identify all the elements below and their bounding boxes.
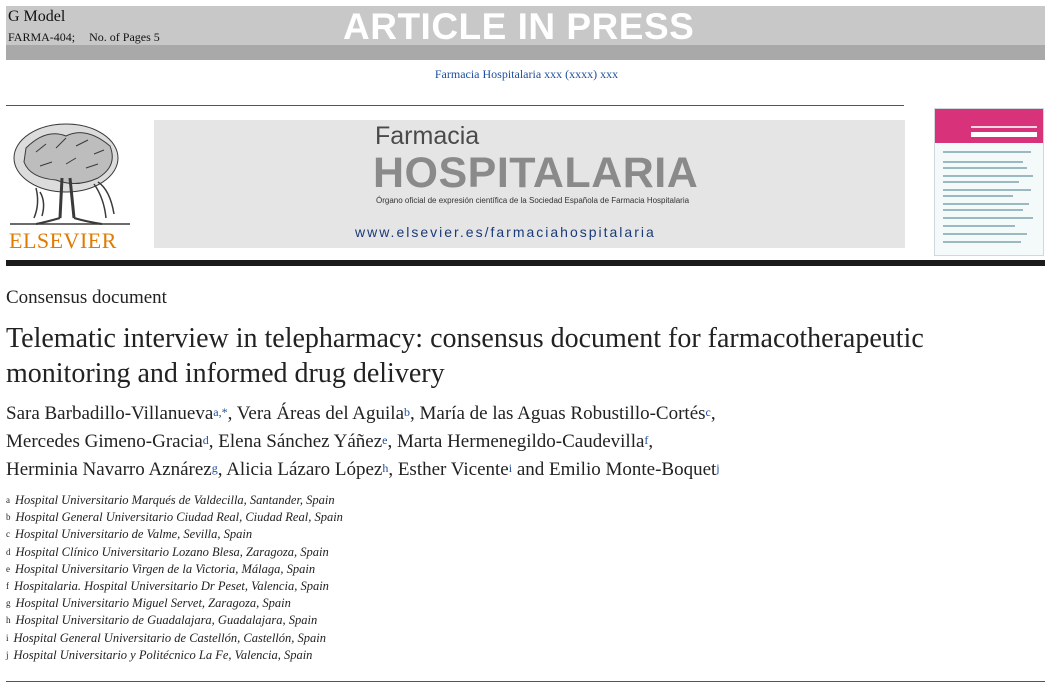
affiliation-item bbox=[6, 509, 706, 526]
affiliation-key: d bbox=[6, 546, 11, 557]
author-affiliation-marker[interactable]: f bbox=[644, 433, 649, 447]
journal-url-link[interactable]: www.elsevier.es/farmaciahospitalaria bbox=[355, 224, 656, 240]
author-affiliation-marker[interactable]: j bbox=[716, 461, 720, 475]
affiliation-text: Hospital Universitario Miguel Servet, Zaragoza, Spain bbox=[15, 596, 291, 611]
affiliation-text: Hospital General Universitario de Castellón, Castellón, Spain bbox=[13, 630, 327, 645]
article-code: FARMA-404; bbox=[8, 30, 76, 44]
author-separator: , bbox=[227, 403, 237, 424]
author-name[interactable]: Herminia Navarro Aznárez bbox=[6, 459, 212, 480]
cover-text-line bbox=[943, 203, 1029, 205]
author-affiliation-marker[interactable]: b bbox=[404, 405, 411, 419]
author-separator: and bbox=[512, 459, 549, 480]
affiliation-text: Hospital General Universitario Ciudad Real, Ciudad Real, Spain bbox=[15, 510, 343, 525]
author-name[interactable]: Marta Hermenegildo-Caudevilla bbox=[396, 431, 645, 452]
affiliation-text: Hospital Universitario y Politécnico La Fe, Valencia, Spain bbox=[13, 647, 313, 662]
journal-name-top: Farmacia bbox=[375, 122, 480, 150]
cover-text-line bbox=[943, 181, 1019, 183]
affiliation-key: j bbox=[6, 649, 9, 660]
author-separator: , bbox=[410, 403, 420, 424]
author-affiliation-marker[interactable]: d bbox=[202, 433, 209, 447]
affiliation-item bbox=[6, 612, 706, 629]
author-affiliation-marker[interactable]: c bbox=[705, 405, 711, 419]
cover-text-line bbox=[943, 189, 1031, 191]
author-affiliation-marker[interactable]: h bbox=[382, 461, 389, 475]
author-separator: , bbox=[388, 459, 398, 480]
document-type: Consensus document bbox=[6, 287, 167, 308]
author-affiliation-marker[interactable]: a,* bbox=[213, 405, 228, 419]
cover-text-line bbox=[943, 161, 1023, 163]
affiliation-key: c bbox=[6, 529, 10, 540]
footer-divider bbox=[6, 681, 1045, 682]
affiliation-key: i bbox=[6, 632, 9, 643]
author-separator: , bbox=[208, 431, 219, 452]
header-divider bbox=[6, 105, 904, 106]
cover-text-line bbox=[943, 233, 1027, 235]
affiliation-item bbox=[6, 647, 706, 664]
affiliation-item bbox=[6, 561, 706, 578]
article-in-press-text: ARTICLE IN PRESS bbox=[343, 6, 695, 47]
affiliation-item bbox=[6, 630, 706, 647]
author-name[interactable]: Sara Barbadillo-Villanueva bbox=[6, 403, 214, 424]
journal-masthead bbox=[154, 120, 905, 248]
author-separator: , bbox=[710, 403, 716, 424]
affiliation-text: Hospital Universitario Marqués de Valdecilla, Santander, Spain bbox=[15, 493, 335, 507]
article-title: Telematic interview in telepharmacy: consensus document for farmacotherapeutic monitoring and informed drug delivery bbox=[6, 323, 924, 389]
cover-text-line bbox=[943, 241, 1021, 243]
affiliation-key: f bbox=[6, 581, 9, 592]
cover-text-line bbox=[943, 217, 1033, 219]
affiliation-key: g bbox=[6, 598, 11, 609]
masthead-divider bbox=[6, 260, 1045, 266]
journal-name-main: HOSPITALARIA bbox=[373, 149, 699, 197]
affiliation-item bbox=[6, 526, 706, 543]
journal-cover-thumbnail[interactable] bbox=[934, 108, 1044, 256]
cover-text-line bbox=[943, 151, 1031, 153]
cover-text-line bbox=[943, 175, 1033, 177]
affiliation-key: b bbox=[6, 512, 11, 523]
author-name[interactable]: Esther Vicente bbox=[397, 459, 509, 480]
affiliation-key: a bbox=[6, 495, 10, 505]
article-reference bbox=[8, 30, 174, 45]
affiliation-item bbox=[6, 595, 706, 612]
affiliation-text: Hospital Universitario de Guadalajara, Guadalajara, Spain bbox=[15, 613, 318, 628]
author-name[interactable]: Vera Áreas del Aguila bbox=[236, 403, 405, 424]
author-name[interactable]: Elena Sánchez Yáñez bbox=[218, 431, 383, 452]
journal-citation-link[interactable]: Farmacia Hospitalaria xxx (xxxx) xxx bbox=[434, 67, 619, 81]
affiliation-text: Hospital Universitario Virgen de la Victoria, Málaga, Spain bbox=[15, 561, 316, 576]
author-name[interactable]: Emilio Monte-Boquet bbox=[549, 459, 717, 480]
cover-text-line bbox=[943, 209, 1023, 211]
affiliation-text: Hospital Clínico Universitario Lozano Blesa, Zaragoza, Spain bbox=[15, 544, 329, 559]
author-affiliation-marker[interactable]: i bbox=[508, 461, 513, 475]
cover-text-line bbox=[943, 225, 1015, 227]
affiliation-key: h bbox=[6, 615, 11, 626]
cover-text-line bbox=[943, 167, 1027, 169]
author-name[interactable]: María de las Aguas Robustillo-Cortés bbox=[419, 403, 706, 424]
cover-title bbox=[971, 123, 1037, 144]
g-model-label: G Model bbox=[8, 8, 66, 25]
affiliation-key: e bbox=[6, 563, 10, 574]
page-count: No. of Pages 5 bbox=[89, 30, 160, 44]
affiliation-list bbox=[6, 492, 706, 664]
author-separator: , bbox=[217, 459, 227, 480]
elsevier-wordmark[interactable]: ELSEVIER bbox=[9, 228, 117, 253]
author-name[interactable]: Alicia Lázaro López bbox=[226, 459, 383, 480]
affiliation-item bbox=[6, 544, 706, 561]
author-separator: , bbox=[387, 431, 397, 452]
author-list bbox=[6, 400, 1036, 484]
author-separator: , bbox=[648, 431, 654, 452]
author-affiliation-marker[interactable]: g bbox=[211, 461, 218, 475]
cover-title-logo-icon bbox=[971, 123, 1037, 141]
cover-text-line bbox=[943, 195, 1013, 197]
author-name[interactable]: Mercedes Gimeno-Gracia bbox=[6, 431, 203, 452]
affiliation-item bbox=[6, 492, 706, 509]
affiliation-item bbox=[6, 578, 706, 595]
affiliation-text: Hospitalaria. Hospital Universitario Dr Peset, Valencia, Spain bbox=[14, 579, 329, 594]
affiliation-text: Hospital Universitario de Valme, Sevilla, Spain bbox=[15, 527, 253, 542]
article-in-press-banner bbox=[6, 6, 1045, 60]
author-affiliation-marker[interactable]: e bbox=[382, 433, 388, 447]
journal-subtitle: Órgano oficial de expresión científica de la Sociedad Española de Farmacia Hospitalaria bbox=[376, 196, 690, 205]
